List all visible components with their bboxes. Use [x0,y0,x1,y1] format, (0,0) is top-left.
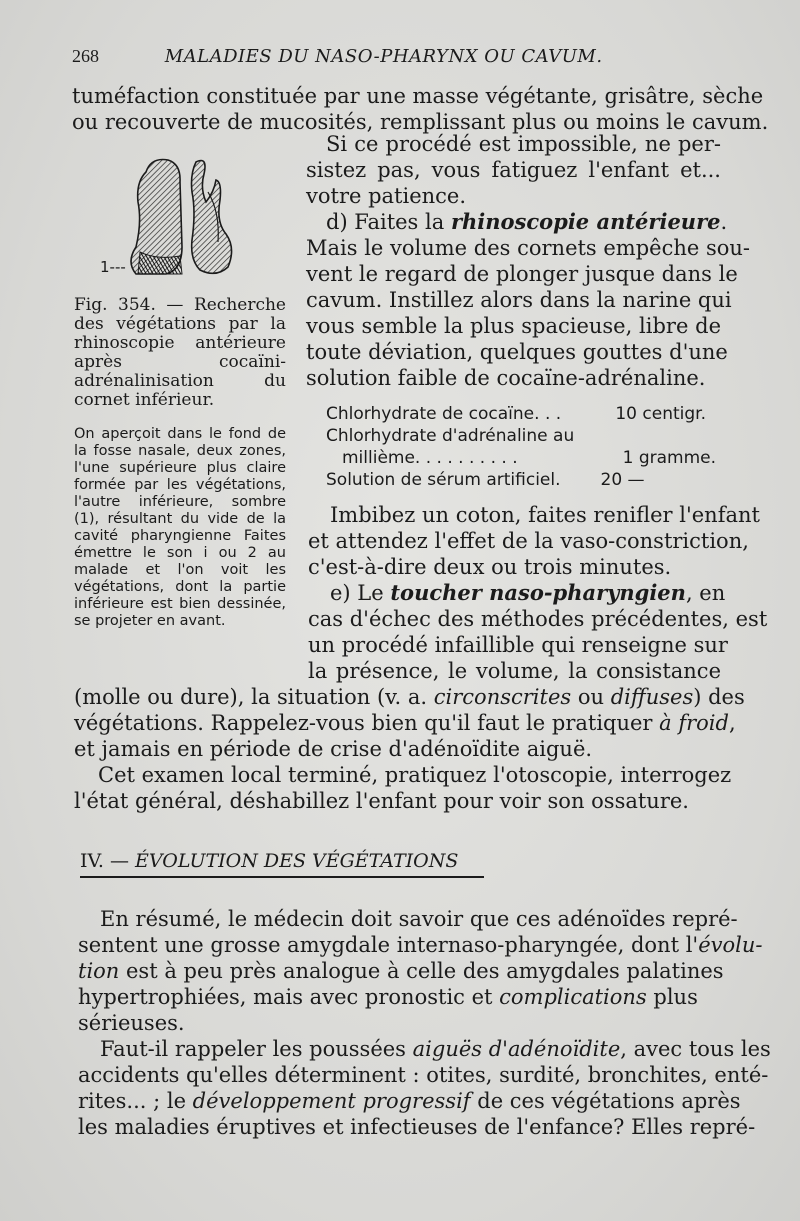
figure-label: 1--- [100,258,126,276]
text-line: sistez pas, vous fatiguez l'enfant et... [306,158,721,182]
text-line: Cet examen local terminé, pratiquez l'otoscopie, interrogez [98,763,732,787]
running-title: MALADIES DU NASO-PHARYNX OU CAVUM. [164,46,603,67]
text-line: En résumé, le médecin doit savoir que ces adénoïdes repré- [100,907,738,931]
formula-row: Solution de sérum artificiel. 20 — [326,470,645,490]
text-line: cavum. Instillez alors dans la narine qui [306,288,732,312]
emphasis-rhinoscopie: rhinoscopie antérieure [450,209,721,234]
text-line: accidents qu'elles déterminent : otites, surdité, bronchites, enté- [78,1063,769,1087]
text-line: ou recouverte de mucosités, remplissant plus ou moins le cavum. [72,110,769,134]
text-line: cas d'échec des méthodes précédentes, est [308,607,768,631]
formula-row: Chlorhydrate de cocaïne. . . 10 centigr. [326,404,706,424]
text-line: et jamais en période de crise d'adénoïdite aiguë. [74,737,593,761]
text-line: hypertrophiées, mais avec pronostic et complications plus [78,985,698,1009]
formula-row: Chlorhydrate d'adrénaline au [326,426,575,446]
text-line: sentent une grosse amygdale internaso-pharyngée, dont l'évolu- [78,933,763,957]
text-line: d) Faites la rhinoscopie antérieure. [326,209,728,234]
text-line: sérieuses. [78,1011,185,1035]
text-line: Imbibez un coton, faites renifler l'enfant [330,503,760,527]
text-line: l'état général, déshabillez l'enfant pour voir son ossature. [74,789,689,813]
figure-caption: Fig. 354. — Recherche des végétations par la rhinoscopie antérieure après cocaïni-adrénalinisation du cornet inférieur. [74,295,286,410]
formula-table [326,403,716,491]
formula-row: millième. . . . . . . . . . 1 gramme. [342,448,716,468]
text-line: tion est à peu près analogue à celle des amygdales palatines [78,959,724,983]
text-line: vent le regard de plonger jusque dans le [306,262,738,286]
text-line: rites... ; le développement progressif de ces végétations après [78,1089,741,1113]
emphasis-toucher: toucher naso-pharyngien [390,580,686,605]
text-line: toute déviation, quelques gouttes d'une [306,340,728,364]
text-line: Si ce procédé est impossible, ne per- [326,132,721,156]
page-header [72,46,632,67]
text-line: végétations. Rappelez-vous bien qu'il faut le pratiquer à froid, [74,711,736,735]
text-line: c'est-à-dire deux ou trois minutes. [308,555,672,579]
text-line: un procédé infaillible qui renseigne sur [308,633,728,657]
page-number: 268 [72,46,99,66]
text-line: votre patience. [306,184,467,208]
text-line: Faut-il rappeler les poussées aiguës d'adénoïdite, avec tous les [100,1037,771,1061]
text-line: les maladies éruptives et infectieuses de l'enfance? Elles repré- [78,1115,756,1139]
text-line: tuméfaction constituée par une masse végétante, grisâtre, sèche [72,84,764,108]
figure-note: On aperçoit dans le fond de la fosse nasale, deux zones, l'une supérieure plus claire formée par les végétations, l'autre inférieure, sombre (1), résultant du vide de la cavité pharyngienne Faites émettre le son i ou 2 au malade et l'on voit les végétations, dont la partie inférieure est bien dessinée, se projeter en avant. [74,426,286,629]
text-line: vous semble la plus spacieuse, libre de [306,314,721,338]
text-line: e) Le toucher naso-pharyngien, en [330,580,726,605]
text-line: la présence, le volume, la consistance [308,659,721,683]
text-line: Mais le volume des cornets empêche sou- [306,236,751,260]
text-line: et attendez l'effet de la vaso-constriction, [308,529,749,553]
text-line: solution faible de cocaïne-adrénaline. [306,366,706,390]
section-title: IV. — ÉVOLUTION DES VÉGÉTATIONS [80,850,484,878]
text-line: (molle ou dure), la situation (v. a. circonscrites ou diffuses) des [74,685,745,709]
